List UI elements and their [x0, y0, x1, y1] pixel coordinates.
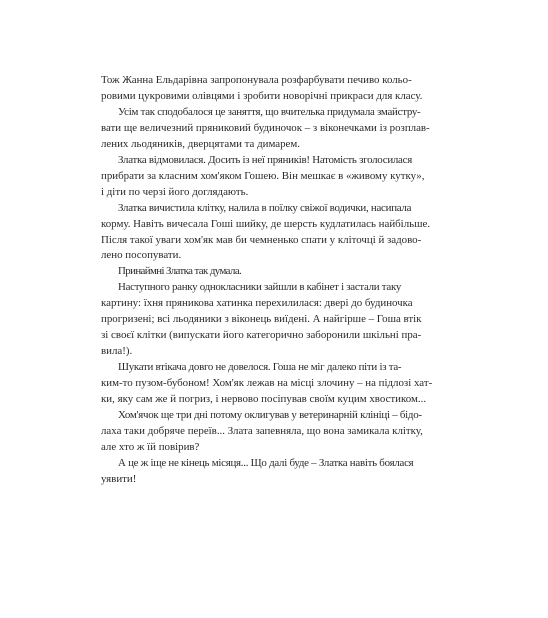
paragraph-start-line: Златка вичистила клітку, налила в поїлку свіжої водички, насипала [118, 201, 412, 214]
text-line: лено посопувати. [101, 249, 182, 262]
text-line: і діти по черзі його доглядають. [101, 185, 249, 198]
paragraph-start-line: Хом'ячок ще три дні потому оклигував у ветеринарній клініці – бідо- [118, 409, 422, 422]
text-line: уявити! [101, 472, 137, 485]
paragraph-start-line: Шукати втікача довго не довелося. Гоша не міг далеко піти із та- [118, 361, 402, 374]
text-line: лаха таки добряче переїв... Злата запевняла, що вона замикала клітку, [101, 424, 423, 437]
paragraph-start-line: Принаймні Златка так думала. [118, 265, 242, 278]
text-line: картину: їхня пряникова хатинка перехилилася: двері до будиночка [101, 297, 413, 310]
text-line: ки, яку сам же й погриз, і нервово посіпував своїм куцим хвостиком... [101, 393, 427, 406]
text-line: ким-то пузом-бубоном! Хом'як лежав на місці злочину – на підлозі хат- [101, 377, 433, 390]
paragraph-start-line: А це ж іще не кінець місяця... Що далі буде – Златка навіть боялася [118, 456, 414, 469]
text-line: Після такої уваги хом'як мав би чемненько спати у кліточці й задово- [101, 233, 422, 246]
text-line: прибрати за класним хом'яком Гошею. Він мешкає в «живому кутку», [101, 169, 425, 182]
paragraph-start-line: Наступного ранку однокласники зайшли в кабінет і застали таку [118, 281, 401, 294]
text-line: лених льодяників, дверцятами та димарем. [101, 137, 301, 150]
text-line: але хто ж їй повірив? [101, 440, 200, 453]
paragraph-start-line: Усім так сподобалося це заняття, що вчителька придумала змайстру- [118, 105, 421, 118]
paragraph-start-line: Златка відмовилася. Досить із неї пряників! Натомість зголосилася [118, 153, 412, 166]
text-line: вила!). [101, 345, 133, 358]
story-text [101, 73, 453, 488]
text-line: ровими цукровими олівцями і зробити новорічні прикраси для класу. [101, 89, 423, 102]
text-line: прогризені; всі льодяники з віконець виїдені. А найгірше – Гоша втік [101, 313, 422, 326]
text-line: Тож Жанна Ельдарівна запропонувала розфарбувати печиво кольо- [101, 74, 412, 86]
text-line: зі своєї клітки (випускати його категорично заборонили шкільні пра- [101, 329, 422, 342]
text-line: корму. Навіть вичесала Гоші шийку, де шерсть кудлатилась найбільше. [101, 217, 431, 230]
text-line: вати ще величезний пряниковий будиночок – з віконечками із розплав- [101, 121, 430, 134]
